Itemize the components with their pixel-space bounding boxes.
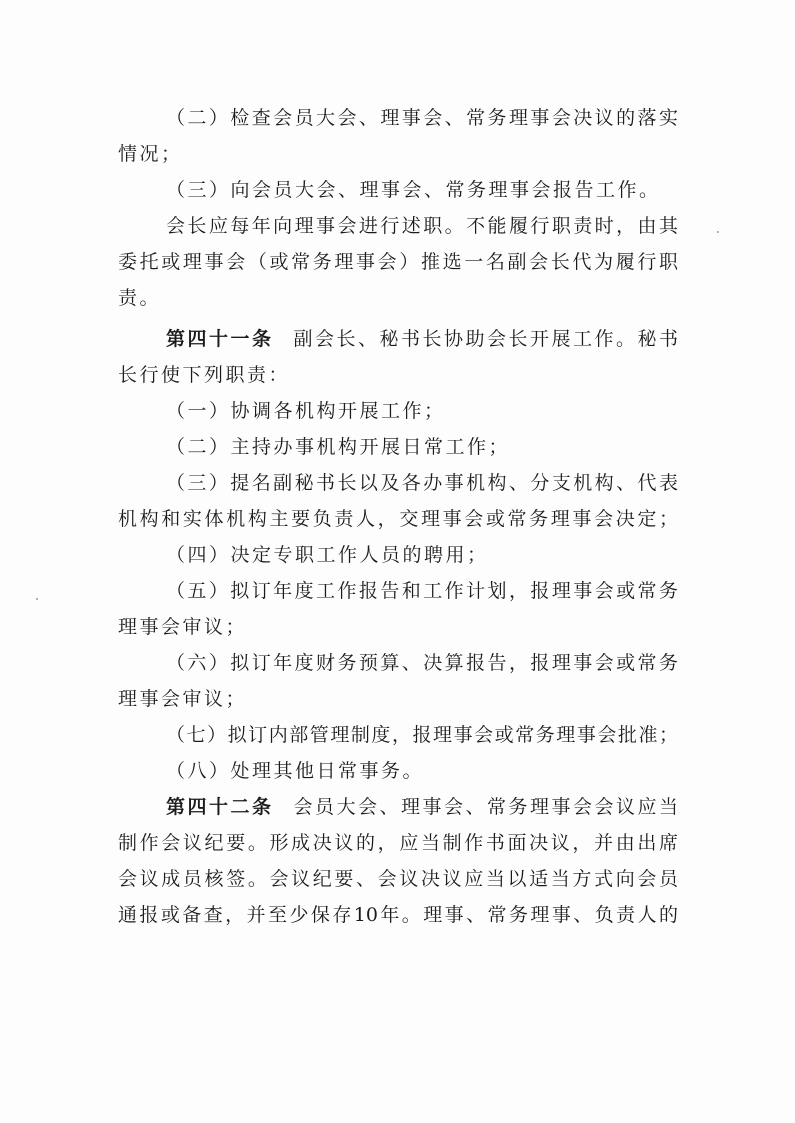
- article-line: [118, 321, 678, 357]
- line-text: 情况；: [118, 143, 183, 165]
- line-text: （二）检查会员大会、理事会、常务理事会决议的落实: [166, 107, 678, 129]
- text-line: [118, 393, 678, 429]
- text-line: [118, 861, 678, 897]
- text-line: [118, 825, 678, 861]
- line-text: （二）主持办事机构开展日常工作；: [166, 436, 511, 458]
- scan-speck: [717, 231, 719, 233]
- line-text: 机构和实体机构主要负责人，交理事会或常务理事会决定；: [118, 508, 678, 530]
- text-line: [118, 100, 678, 136]
- text-line: [118, 280, 678, 316]
- text-line: [118, 208, 678, 244]
- line-text: 理事会审议；: [118, 688, 248, 710]
- line-text: （三）向会员大会、理事会、常务理事会报告工作。: [166, 179, 661, 201]
- text-line: [118, 244, 678, 280]
- line-text: （六）拟订年度财务预算、决算报告，报理事会或常务: [166, 652, 678, 674]
- text-line: [118, 501, 678, 537]
- line-text: 会议成员核签。会议纪要、会议决议应当以适当方式向会员: [118, 868, 678, 890]
- line-text: （七）拟订内部管理制度，报理事会或常务理事会批准；: [166, 724, 678, 746]
- scan-speck: [36, 598, 38, 600]
- article-number: 第四十二条: [166, 796, 274, 818]
- text-line: [118, 172, 678, 208]
- line-text: （三）提名副秘书长以及各办事机构、分支机构、代表: [166, 472, 678, 494]
- line-text: （一）协调各机构开展工作；: [166, 400, 446, 422]
- line-text: 理事会审议；: [118, 616, 248, 638]
- text-line: [118, 717, 678, 753]
- text-line: [118, 537, 678, 573]
- text-line: [118, 897, 678, 933]
- line-text: 通报或备查，并至少保存10年。理事、常务理事、负责人的: [118, 904, 678, 926]
- line-text: （八）处理其他日常事务。: [166, 760, 425, 782]
- article-line: [118, 789, 678, 825]
- line-text: 责。: [118, 287, 162, 309]
- article-number: 第四十一条: [166, 328, 274, 350]
- text-line: [118, 645, 678, 681]
- line-text: （五）拟订年度工作报告和工作计划，报理事会或常务: [166, 580, 678, 602]
- line-text: 副会长、秘书长协助会长开展工作。秘书: [293, 328, 678, 350]
- line-text: （四）决定专职工作人员的聘用；: [166, 544, 489, 566]
- text-line: [118, 136, 678, 172]
- text-line: [118, 681, 678, 717]
- line-text: 长行使下列职责：: [118, 364, 291, 386]
- text-line: [118, 609, 678, 645]
- line-text: 会员大会、理事会、常务理事会会议应当: [293, 796, 678, 818]
- line-text: 委托或理事会（或常务理事会）推选一名副会长代为履行职: [118, 251, 678, 273]
- text-line: [118, 357, 678, 393]
- text-line: [118, 573, 678, 609]
- text-line: [118, 465, 678, 501]
- text-line: [118, 753, 678, 789]
- line-text: 制作会议纪要。形成决议的，应当制作书面决议，并由出席: [118, 832, 678, 854]
- text-line: [118, 429, 678, 465]
- document-body: [118, 100, 678, 933]
- line-text: 会长应每年向理事会进行述职。不能履行职责时，由其: [166, 215, 678, 237]
